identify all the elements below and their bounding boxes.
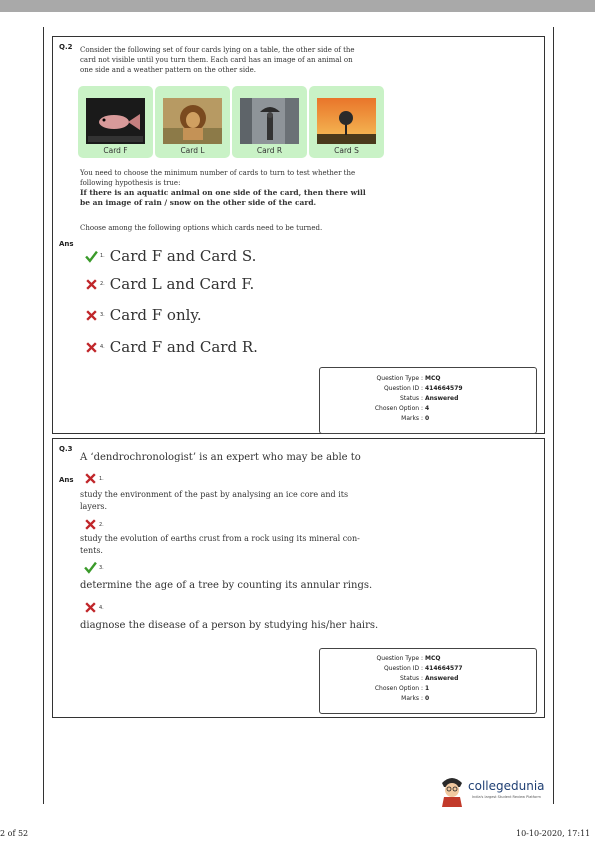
info-status [320, 674, 536, 684]
check-icon [84, 561, 97, 574]
question-3-box [52, 438, 545, 718]
logo-tagline: India's largest Student Review Platform [472, 795, 541, 799]
info-key: Question Type : [376, 655, 423, 662]
option-line: determine the age of a tree by counting its annular rings. [80, 580, 373, 591]
info-chosen-option [320, 404, 536, 414]
card-r [232, 86, 307, 158]
cross-icon [85, 278, 98, 291]
option-number: 3. [99, 564, 104, 571]
question-number: Q.3 [59, 445, 73, 453]
info-key: Chosen Option : [374, 685, 423, 692]
hypothesis-line: If there is an aquatic animal on one side of the card, then there will [80, 188, 366, 197]
option-3-text [80, 579, 372, 592]
card-s [309, 86, 384, 158]
info-key: Status : [399, 675, 423, 682]
option-number: 2. [100, 281, 105, 287]
question-info-box [319, 367, 537, 434]
card-l [155, 86, 230, 158]
info-value: Answered [425, 395, 459, 402]
page-border-right [553, 27, 554, 804]
question-intro [80, 45, 400, 75]
option-number: 4. [100, 344, 105, 350]
question-2-box [52, 36, 545, 434]
fish-image-icon [86, 98, 145, 144]
card-label: Card F [103, 146, 128, 155]
mascot-icon [438, 775, 466, 807]
answer-label: Ans [59, 240, 74, 248]
option-text: Card F and Card R. [109, 338, 258, 356]
info-key: Status : [399, 395, 423, 402]
intro-line: card not visible until you turn them. Each card has an image of an animal on [80, 56, 353, 64]
option-text: Card L and Card F. [109, 275, 255, 293]
hypothesis-text [80, 188, 410, 208]
instruction-line: following hypothesis is true: [80, 179, 181, 187]
cross-icon [84, 518, 97, 531]
option-number: 3. [100, 312, 105, 318]
check-icon [85, 250, 98, 263]
card-label: Card R [256, 146, 283, 155]
option-number: 4. [99, 604, 104, 611]
hypothesis-line: be an image of rain / snow on the other side of the card. [80, 198, 317, 207]
intro-line: one side and a weather pattern on the other side. [80, 66, 256, 74]
info-value: MCQ [425, 375, 441, 382]
cross-icon [85, 309, 98, 322]
option-line: study the evolution of earths crust from a rock using its mineral con- [80, 534, 360, 543]
option-2 [85, 275, 254, 293]
info-key: Question ID : [383, 385, 423, 392]
info-value: Answered [425, 675, 459, 682]
card-f [78, 86, 153, 158]
option-1-marker [84, 472, 109, 485]
option-4-marker [84, 601, 109, 614]
option-3 [85, 306, 202, 324]
info-question-id [320, 664, 536, 674]
choose-instruction: Choose among the following options which cards need to be turned. [80, 224, 323, 232]
info-key: Marks : [401, 695, 423, 702]
info-key: Marks : [401, 415, 423, 422]
option-number: 2. [99, 521, 104, 528]
info-marks [320, 414, 536, 424]
info-marks [320, 694, 536, 704]
option-number: 1. [100, 253, 105, 259]
info-chosen-option [320, 684, 536, 694]
info-value: 0 [425, 695, 430, 702]
info-value: 4 [425, 405, 430, 412]
option-number: 1. [99, 475, 104, 482]
option-line: layers. [80, 502, 108, 511]
collegedunia-logo [438, 773, 556, 809]
cross-icon [84, 472, 97, 485]
cross-icon [85, 341, 98, 354]
page-number: 2 of 52 [0, 829, 29, 838]
option-2-marker [84, 518, 109, 531]
option-4-text [80, 619, 378, 632]
option-text: Card F and Card S. [109, 247, 257, 265]
card-label: Card S [334, 146, 359, 155]
answer-label: Ans [59, 476, 74, 484]
sunset-tree-image-icon [317, 98, 376, 144]
info-question-type [320, 374, 536, 384]
info-question-id [320, 384, 536, 394]
option-1-text [80, 489, 348, 513]
option-text: Card F only. [109, 306, 202, 324]
option-2-text [80, 533, 360, 557]
instruction-text [80, 168, 400, 188]
info-value: 414664577 [425, 665, 463, 672]
info-value: MCQ [425, 655, 441, 662]
question-number: Q.2 [59, 43, 73, 51]
info-key: Chosen Option : [374, 405, 423, 412]
cross-icon [84, 601, 97, 614]
question-info-box [319, 648, 537, 714]
info-status [320, 394, 536, 404]
info-key: Question ID : [383, 665, 423, 672]
info-question-type [320, 654, 536, 664]
rain-image-icon [240, 98, 299, 144]
question-text: A ‘dendrochronologist’ is an expert who may be able to [80, 452, 361, 463]
intro-line: Consider the following set of four cards lying on a table, the other side of the [80, 46, 355, 54]
logo-brand-text: collegedunia [468, 779, 545, 793]
card-label: Card L [180, 146, 205, 155]
top-toolbar-bar [0, 0, 595, 12]
info-key: Question Type : [376, 375, 423, 382]
option-line: diagnose the disease of a person by studying his/her hairs. [80, 620, 379, 631]
option-3-marker [84, 561, 109, 574]
option-4 [85, 338, 258, 356]
instruction-line: You need to choose the minimum number of cards to turn to test whether the [80, 169, 356, 177]
option-line: study the environment of the past by analysing an ice core and its [80, 490, 349, 499]
lion-image-icon [163, 98, 222, 144]
info-value: 414664579 [425, 385, 463, 392]
page-border-left [43, 27, 44, 804]
print-datetime: 10-10-2020, 17:11 [516, 829, 591, 838]
option-line: tents. [80, 546, 103, 555]
info-value: 0 [425, 415, 430, 422]
option-1 [85, 247, 256, 265]
info-value: 1 [425, 685, 430, 692]
